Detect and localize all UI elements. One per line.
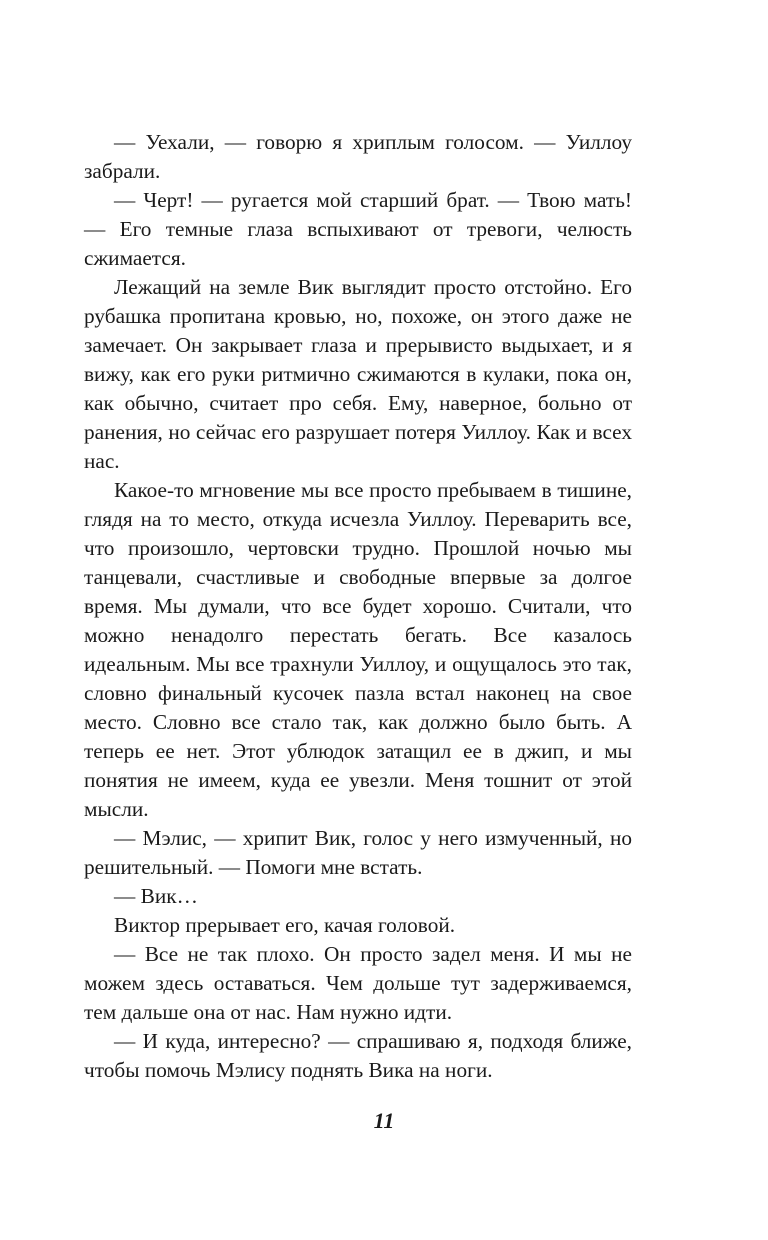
paragraph-6: — Вик… [114,884,198,908]
paragraph-1: — Уехали, — говорю я хриплым голосом. — Уиллоу забрали. [84,130,632,183]
paragraph-9: — И куда, интересно? — спрашиваю я, подходя ближе, чтобы помочь Мэлису поднять Вика на ноги. [84,1029,632,1082]
book-page-text [84,128,632,1085]
paragraph-5: — Мэлис, — хрипит Вик, голос у него измученный, но решительный. — Помоги мне встать. [84,826,632,879]
paragraph-2: — Черт! — ругается мой старший брат. — Твою мать! — Его темные глаза вспыхивают от тревоги, челюсть сжимается. [84,188,632,270]
paragraph-4: Какое-то мгновение мы все просто пребываем в тишине, глядя на то место, откуда исчезла Уиллоу. Переварить все, что произошло, чертовски трудно. Прошлой ночью мы танцевали, счастливые и свободные впервые за долгое время. Мы думали, что все будет хорошо. Считали, что можно ненадолго перестать бегать. Все казалось идеальным. Мы все трахнули Уиллоу, и ощущалось это так, словно финальный кусочек пазла встал наконец на свое место. Словно все стало так, как должно было быть. А теперь ее нет. Этот ублюдок затащил ее в джип, и мы понятия не имеем, куда ее увезли. Меня тошнит от этой мысли. [84,478,632,821]
paragraph-8: — Все не так плохо. Он просто задел меня. И мы не можем здесь оставаться. Чем дольше тут задерживаемся, тем дальше она от нас. Нам нужно идти. [84,942,632,1024]
page-number: 11 [373,1108,395,1133]
paragraph-3: Лежащий на земле Вик выглядит просто отстойно. Его рубашка пропитана кровью, но, похоже, он этого даже не замечает. Он закрывает глаза и прерывисто выдыхает, и я вижу, как его руки ритмично сжимаются в кулаки, пока он, как обычно, считает про себя. Ему, наверное, больно от ранения, но сейчас его разрушает потеря Уиллоу. Как и всех нас. [84,275,632,473]
paragraph-7: Виктор прерывает его, качая головой. [114,913,456,937]
